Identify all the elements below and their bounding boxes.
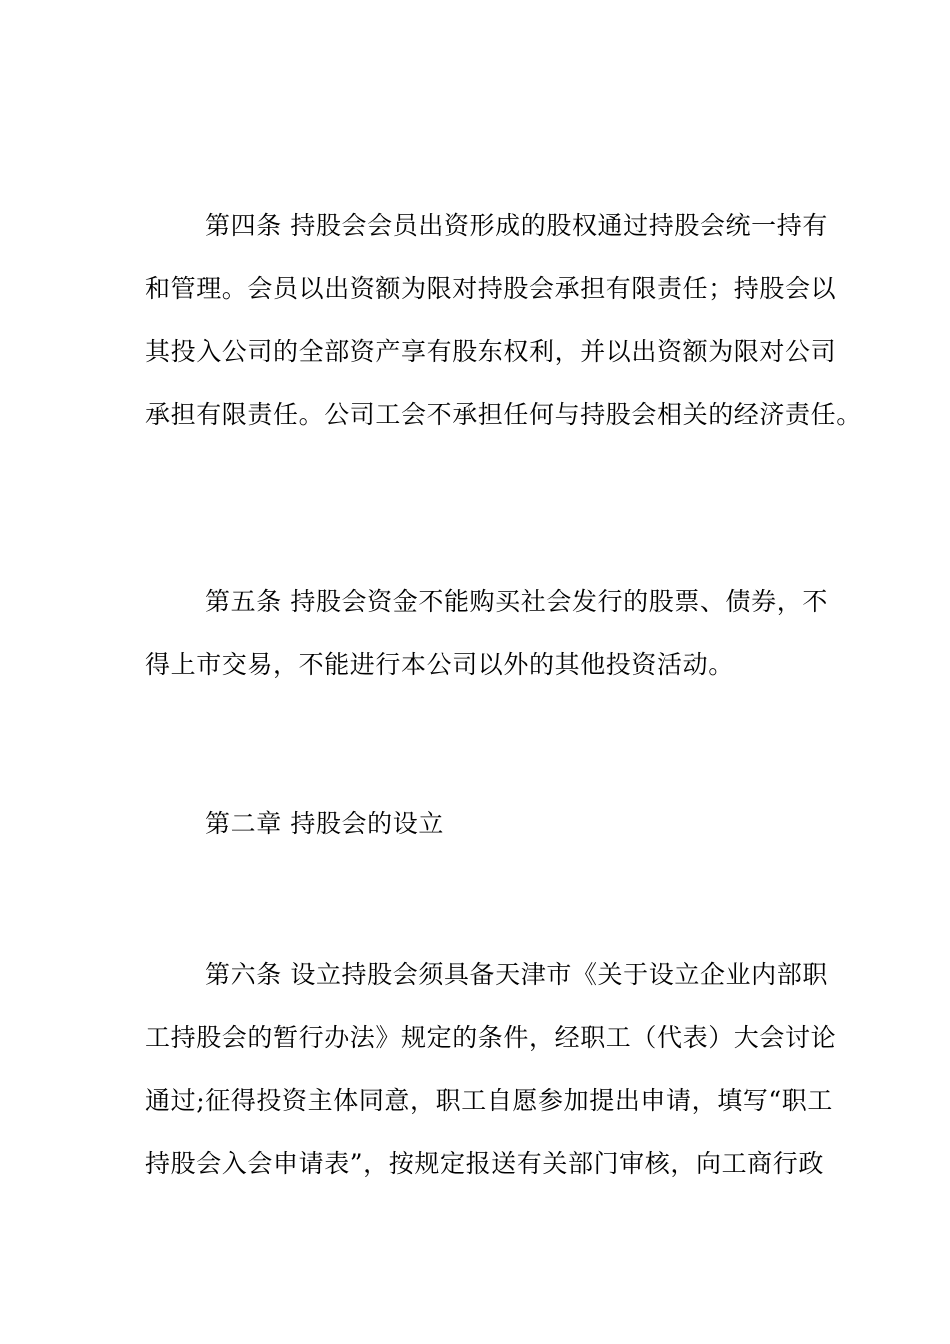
- paragraph-line: 第四条 持股会会员出资形成的股权通过持股会统一持有: [205, 211, 828, 240]
- article-6-paragraph: [145, 943, 837, 1195]
- article-4-paragraph: [145, 194, 862, 446]
- paragraph-line: 其投入公司的全部资产享有股东权利，并以出资额为限对公司: [145, 337, 837, 366]
- paragraph-line: 第五条 持股会资金不能购买社会发行的股票、债券，不: [205, 587, 828, 616]
- chapter-heading: 第二章 持股会的设立: [205, 809, 444, 838]
- chapter-2-heading: [145, 792, 810, 855]
- paragraph-line: 和管理。会员以出资额为限对持股会承担有限责任；持股会以: [145, 274, 837, 303]
- paragraph-line: 持股会入会申请表”，按规定报送有关部门审核，向工商行政: [145, 1149, 824, 1178]
- article-5-paragraph: [145, 570, 828, 696]
- paragraph-line: 通过;征得投资主体同意，职工自愿参加提出申请，填写“职工: [145, 1086, 834, 1115]
- paragraph-line: 工持股会的暂行办法》规定的条件，经职工（代表）大会讨论: [145, 1023, 837, 1052]
- paragraph-line: 得上市交易，不能进行本公司以外的其他投资活动。: [145, 650, 734, 679]
- paragraph-line: 第六条 设立持股会须具备天津市《关于设立企业内部职: [205, 960, 828, 989]
- paragraph-line: 承担有限责任。公司工会不承担任何与持股会相关的经济责任。: [145, 400, 862, 429]
